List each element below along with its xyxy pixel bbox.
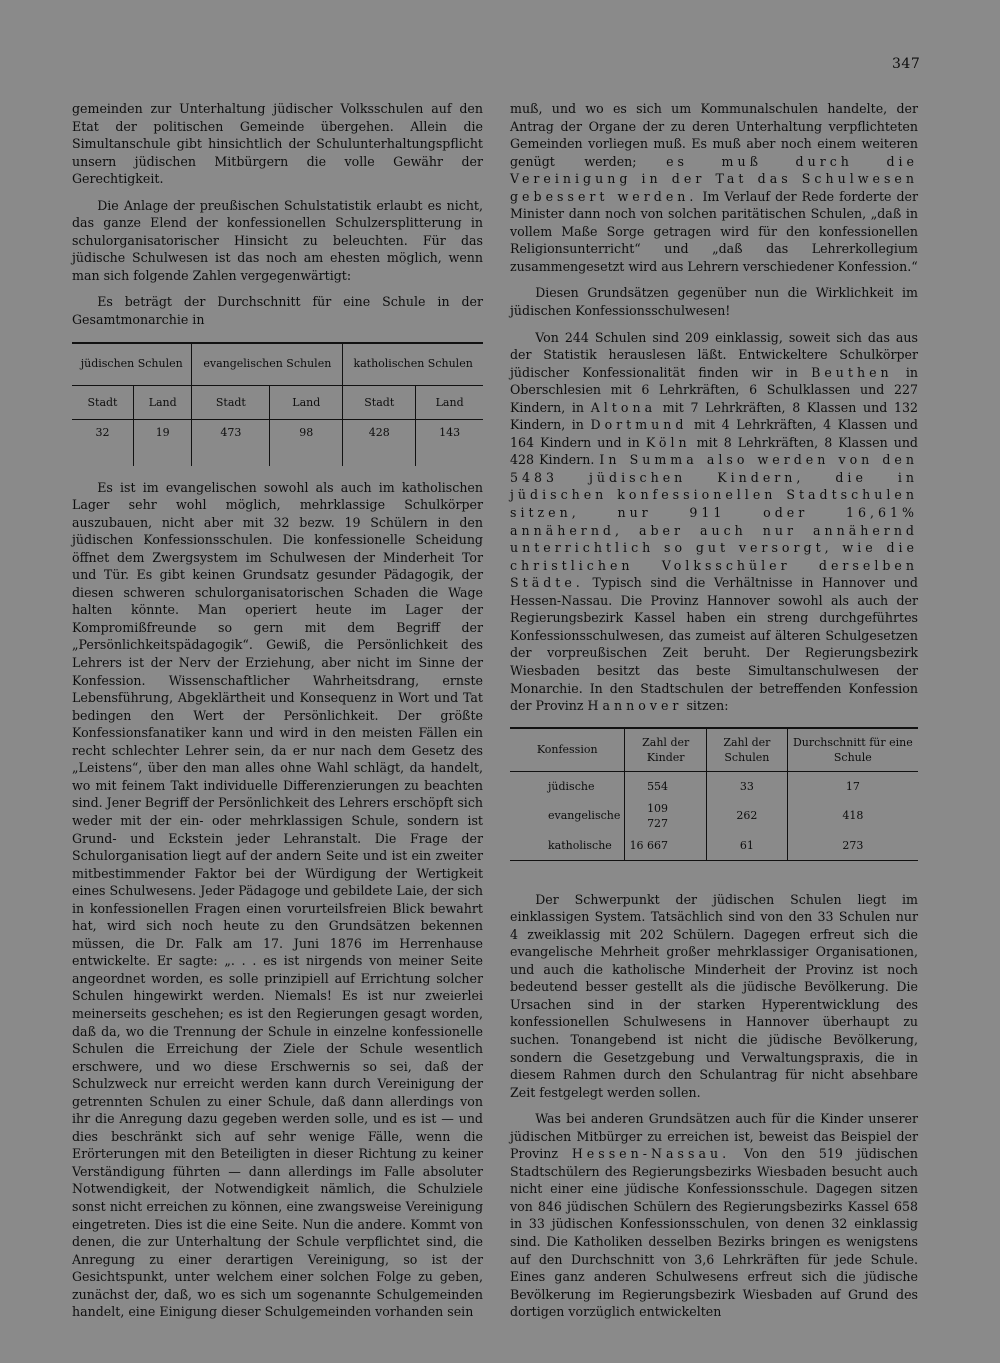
paragraph: Diesen Grundsätzen gegenüber nun die Wirklichkeit im jüdischen Konfessionsschulwesen! [510,285,918,319]
table-cell: 19 [133,420,191,446]
table-header: Durchschnitt für eine Schule [787,728,918,772]
table-cell: 98 [270,420,343,446]
table-cell: 32 [95,425,110,439]
table-row [510,771,918,801]
table-group-header: evangelischen Schulen [192,343,343,386]
table-group-header: katholischen Schulen [343,343,483,386]
table-cell: 273 [787,831,918,861]
table-cell: jüdische [548,779,595,793]
paragraph: Es ist im evangelischen sowohl als auch im katholischen Lager sehr wohl möglich, mehrklassige Schulkörper auszubauen, nicht aber mit 32 bezw. 19 Schülern in den jüdischen Konfessionsschulen. Die konfessionelle Scheidung öffnet dem Zwergsystem im Schulwesen der Minderheit Tor und Tür. Es gibt keinen Grundsatz gesunder Pädagogik, der diesen schweren schulorganisatorischen Schaden die Wage halten könnte. Man operiert heute im Lager der Kompromißfreunde so gern mit dem Begriff der „Persönlichkeitspädagogik“. Gewiß, die Persönlichkeit des Lehrers ist der Nerv der Erziehung, aber nicht im Sinne der Konfession. Wissenschaftlicher Wahrheitsdrang, ernste Lebensführung, Abgeklärtheit und Konsequenz in Wort und Tat bedingen den Wert der Persönlichkeit. Der größte Konfessionsfanatiker kann und wird in den meisten Fällen ein recht schlechter Lehrer sein, da er nur nach dem Gesetz des „Leistens“, über den man alles ohne Wahl schlägt, da handelt, wo mit feinem Takt individuelle Differenzierungen zu beachten sind. Jener Begriff der Persönlichkeit des Lehrers erschöpft sich weder mit der ein- oder mehrklassigen Schule, sondern ist Grund- und Eckstein jeder Lehranstalt. Die Frage der Schulorganisation liegt auf der andern Seite und ist ein zweiter mitbestimmender Faktor bei der Würdigung der Wertigkeit eines Schulwesens. Jeder Pädagoge und gebildete Laie, der sich in konfessionellen Fragen einen vorurteilsfreien Blick bewahrt hat, wird sich noch heute zu den Grundsätzen bekennen müssen, die Dr. Falk am 17. Juni 1876 im Herrenhause entwickelte. Er sagte: „. . . es ist nirgends von meiner Seite angeordnet worden, es solle prinzipiell auf Errichtung solcher Schulen hingewirkt werden. Niemals! Es ist nur zweierlei meinerseits geschehen; es ist den Regierungen gesagt worden, daß da, wo die Trennung der Schule in einzelne konfessionelle Schulen die Erreichung der Ziele der Schule wesentlich erschwere, und wo diese Erschwernis so sei, daß der Schulzweck nur erreicht werden kann durch Vereinigung der getrennten Schulen zu einer Schule, daß dann allerdings von ihr die Anregung dazu gegeben werden solle, und es ist — und dies beschränkt sich auf sehr wenige Fälle, wenn die Erörterungen mit den Beteiligten in dieser Richtung zu keiner Verständigung führten — dann allerdings im Falle absoluter Notwendigkeit, der Notwendigkeit nämlich, die Schulziele sonst nicht erreichen zu können, eine zwangsweise Vereinigung eingetreten. Dies ist die eine Seite. Nun die andere. Kommt von denen, die zur Unterhaltung der Schule verpflichtet sind, die Anregung zu einer derartigen Vereinigung, so ist der Gesichtspunkt, unter welchem einer solchen Folge zu geben, zunächst der, daß, wo es sich um sogenannte Schulgemeinden handelt, eine Einigung dieser Schulgemeinden vorhanden sein [72,479,483,1320]
table-cell: 473 [192,420,270,446]
table-cell: katholische [510,831,625,861]
table-cell: 17 [787,771,918,801]
table-subheader: Stadt [87,395,118,409]
paragraph: Was bei anderen Grundsätzen auch für die Kinder unserer jüdischen Mitbürger zu erreichen ist, beweist das Beispiel der Provinz Hessen-Nassau. Von den 519 jüdischen Stadtschülern des Regierungsbezirks Wiesbaden besucht auch nicht einer eine jüdische Konfessionsschule. Dagegen sitzen von 846 jüdischen Schülern des Regierungsbezirks Kassel 658 in 33 jüdischen Konfessionsschulen, von denen 32 einklassig sind. Die Katholiken desselben Bezirks bringen es wenigstens auf den Durchschnitt von 3,6 Lehrkräften für jede Schule. Eines ganz anderen Schulwesens erfreut sich die jüdische Bevölkerung im Regierungsbezirk Wiesbaden auf Grund des dortigen vorzüglich entwickelten [510,1111,918,1320]
table-cell: 16 667 [625,831,707,861]
paragraph: muß, und wo es sich um Kommunalschulen handelte, der Antrag der Organe der zu deren Unterhaltung verpflichteten Gemeinden vorliegen muß. Es muß aber noch einem weiteren genügt werden; es muß durch die Vereinigung in der Tat das Schulwesen gebessert werden. Im Verlauf der Rede forderte der Minister dann noch von solchen paritätischen Schulen, „daß in vollem Maße Sorge getragen wird für den konfessionellen Religionsunterricht“ und „daß das Lehrerkollegium zusammengesetzt wird aus Lehrern verschiedener Konfession.“ [510,101,919,274]
table-header: Zahl der Kinder [625,728,707,772]
table-subheader: Stadt [192,386,270,420]
emphasized-text: In Summa also werden von den 5483 jüdischen Kindern, die in jüdischen konfessionellen Stadtschulen sitzen, nur 911 oder 16,61% annähernd, aber auch nur annähernd unterrichtlich so gut versorgt, wie die christlichen Volksschüler derselben Städte. [510,452,918,591]
table-cell: 262 [707,801,788,831]
left-column [72,100,483,1321]
table-cell: 143 [416,420,483,446]
table-subheader: Land [133,386,191,420]
table-subheader: Stadt [343,386,416,420]
table-group-header: jüdischen Schulen [80,357,183,371]
table-subheader: Land [270,386,343,420]
table-header: Konfession [510,728,625,772]
table-cell: 554 [625,771,707,801]
school-average-table [72,342,483,466]
table-cell: evangelische [548,809,621,823]
right-column [510,100,918,1321]
table-cell: 428 [343,420,416,446]
page-number: 347 [892,56,921,72]
paragraph: Die Anlage der preußischen Schulstatistik erlaubt es nicht, das ganze Elend der konfessionellen Schulzersplitterung in schulorganisatorischer Hinsicht zu beleuchten. Für das jüdische Schulwesen ist das noch am ehesten möglich, wenn man sich folgende Zahlen vergegenwärtigt: [72,197,483,283]
paragraph: gemeinden zur Unterhaltung jüdischer Volksschulen auf den Etat der politischen Gemeinde übergehen. Allein die Simultanschule gibt hinsichtlich der Schulunterhaltungspflicht unsern jüdischen Mitbürgern die volle Gewähr der Gerechtigkeit. [72,101,483,187]
table-cell: 33 [707,771,788,801]
paragraph: Von 244 Schulen sind 209 einklassig, soweit sich das aus der Statistik herauslesen läßt. Entwickeltere Schulkörper jüdischer Konfessionalität finden wir in Beuthen in Oberschlesien mit 6 Lehrkräften, 6 Schulklassen und 227 Kindern, in Altona mit 7 Lehrkräften, 8 Klassen und 132 Kindern, in Dortmund mit 4 Lehrkräften, 4 Klassen und 164 Kindern und in Köln mit 8 Lehrkräften, 8 Klassen und 428 Kindern. In Summa also werden von den 5483 jüdischen Kindern, die in jüdischen konfessionellen Stadtschulen sitzen, nur 911 oder 16,61% annähernd, aber auch nur annähernd unterrichtlich so gut versorgt, wie die christlichen Volksschüler derselben Städte. Typisch sind die Verhältnisse in Hannover und Hessen-Nassau. Die Provinz Hannover sowohl als auch der Regierungsbezirk Kassel haben ein streng durchgeführtes Konfessionsschulwesen, das zumeist auf älteren Schulgesetzen der vorpreußischen Zeit beruht. Der Regierungsbezirk Wiesbaden besitzt das beste Simultanschulwesen der Monarchie. In den Stadtschulen der betreffenden Konfession der Provinz Hannover sitzen: [510,329,918,714]
table-cell: 61 [707,831,788,861]
table-cell: 109 727 [625,801,707,831]
hannover-schools-table [510,727,918,861]
table-subheader: Land [416,386,483,420]
table-row [510,831,918,861]
table-row [510,801,918,831]
paragraph: Der Schwerpunkt der jüdischen Schulen liegt im einklassigen System. Tatsächlich sind von den 33 Schulen nur 4 zweiklassig mit 202 Schülern. Dagegen erfreut sich die evangelische Mehrheit großer mehrklassiger Organisationen, und auch die katholische Minderheit der Provinz ist noch bedeutend besser gestellt als die jüdische Bevölkerung. Die Ursachen sind in der starken Hyperentwicklung des konfessionellen Schulwesens in Hannover überhaupt zu suchen. Tonangebend ist nicht die jüdische Bevölkerung, sondern die Gesetzgebung und Verwaltungspraxis, die in diesem Rahmen durch den Schulantrag für nicht absehbare Zeit festgelegt werden sollen. [510,891,918,1100]
emphasized-text: es muß durch die Vereinigung in der Tat das Schulwesen gebessert werden. [510,153,918,204]
table-header: Zahl der Schulen [707,728,788,772]
paragraph: Es beträgt der Durchschnitt für eine Schule in der Gesamtmonarchie in [72,294,483,328]
table-cell: 418 [787,801,918,831]
